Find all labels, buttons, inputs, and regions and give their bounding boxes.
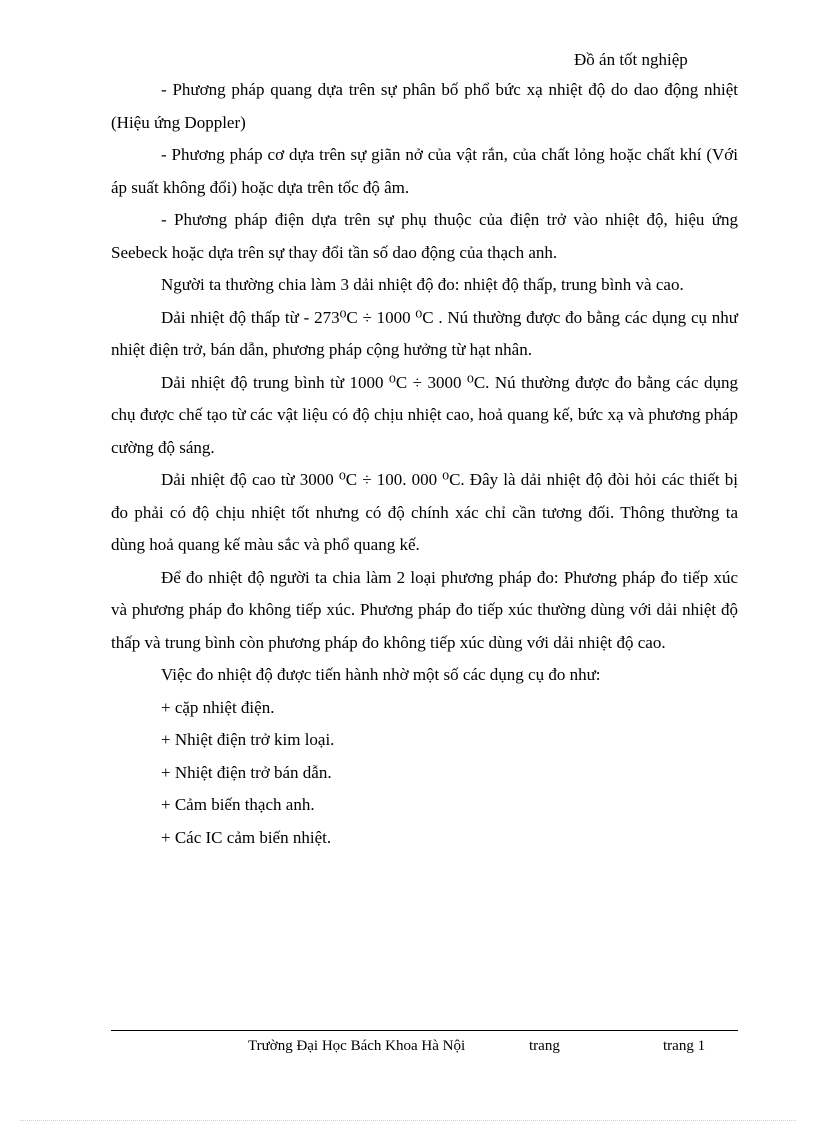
- paragraph-high-range: Dải nhiệt độ cao từ 3000 ⁰C ÷ 100. 000 ⁰C. Đây là dải nhiệt độ đòi hỏi các thiết bị đo phải có độ chịu nhiệt tốt nhưng có độ chính xác chỉ cần tương đối. Thông thường ta dùng hoả quang kế màu sắc và phổ quang kế.: [111, 470, 738, 554]
- document-body: [111, 74, 738, 854]
- list-item: + Cảm biến thạch anh.: [161, 795, 315, 814]
- page-footer: [111, 1038, 738, 1060]
- list-item: + cặp nhiệt điện.: [161, 697, 275, 717]
- paragraph-temperature-ranges: Người ta thường chia làm 3 dải nhiệt độ đo: nhiệt độ thấp, trung bình và cao.: [161, 275, 684, 294]
- footer-page-number: trang 1: [663, 1038, 706, 1054]
- paragraph-measurement-methods: Để đo nhiệt độ người ta chia làm 2 loại phương pháp đo: Phương pháp đo tiếp xúc và phương pháp đo không tiếp xúc. Phương pháp đo tiếp xúc thường dùng với dải nhiệt độ thấp và trung bình còn phương pháp đo không tiếp xúc dùng với dải nhiệt độ cao.: [111, 567, 738, 652]
- page-edge-divider: [20, 1120, 796, 1121]
- paragraph-mechanical-method: - Phương pháp cơ dựa trên sự giãn nở của vật rắn, của chất lỏng hoặc chất khí (Với áp suất không đổi) hoặc dựa trên tốc độ âm.: [111, 145, 738, 197]
- paragraph-low-range: Dải nhiệt độ thấp từ - 273⁰C ÷ 1000 ⁰C . Nú thường được đo bằng các dụng cụ như nhiệt điện trở, bán dẫn, phương pháp cộng hưởng từ hạt nhân.: [111, 307, 738, 359]
- page-header-title: Đồ án tốt nghiệp: [574, 50, 688, 69]
- paragraph-optical-method: - Phương pháp quang dựa trên sự phân bố phổ bức xạ nhiệt độ do dao động nhiệt (Hiệu ứng Doppler): [111, 80, 738, 132]
- footer-school-name: Trường Đại Học Bách Khoa Hà Nội: [248, 1038, 466, 1054]
- footer-divider: [111, 1030, 738, 1031]
- list-item: + Các IC cảm biến nhiệt.: [161, 827, 332, 847]
- paragraph-electrical-method: - Phương pháp điện dựa trên sự phụ thuộc của điện trở vào nhiệt độ, hiệu ứng Seebeck hoặc dựa trên sự thay đổi tần số dao động của thạch anh.: [111, 210, 738, 262]
- paragraph-instruments-intro: Việc đo nhiệt độ được tiến hành nhờ một số các dụng cụ đo như:: [161, 665, 601, 684]
- list-item: + Nhiệt điện trở kim loại.: [161, 730, 335, 749]
- list-item: + Nhiệt điện trở bán dẫn.: [161, 762, 332, 782]
- footer-trang-label: trang: [529, 1038, 560, 1054]
- paragraph-medium-range: Dải nhiệt độ trung bình từ 1000 ⁰C ÷ 3000 ⁰C. Nú thường được đo bằng các dụng chụ được chế tạo từ các vật liệu có độ chịu nhiệt cao, hoả quang kế, bức xạ và phương pháp cường độ sáng.: [111, 372, 738, 457]
